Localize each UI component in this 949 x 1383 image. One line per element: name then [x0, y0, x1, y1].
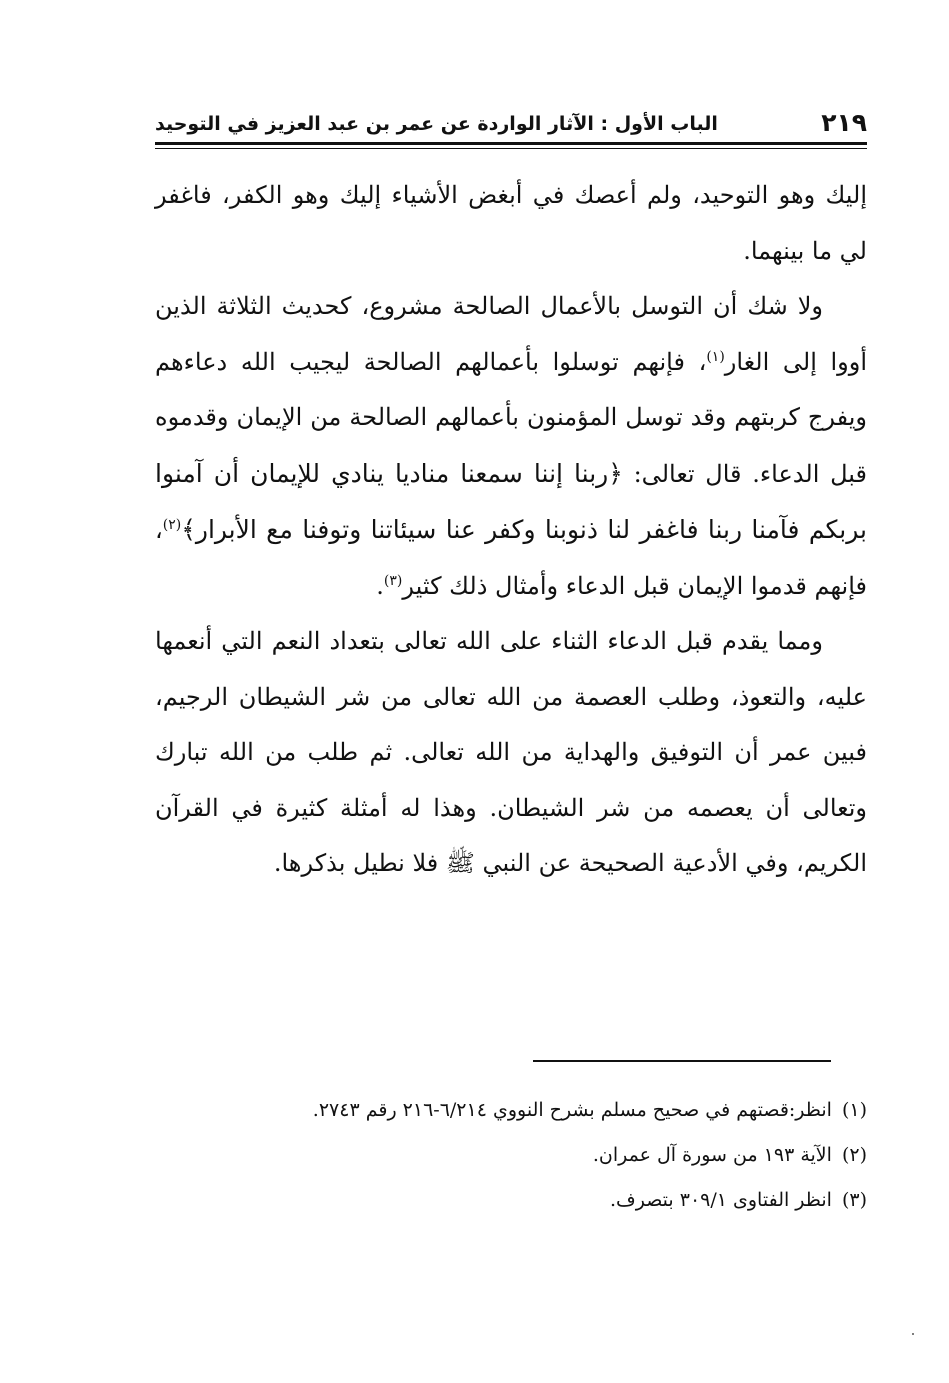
body-text	[155, 168, 867, 892]
footnote-text: انظر الفتاوى ٣٠٩/١ بتصرف.	[609, 1189, 832, 1211]
footnote-number: (١)	[841, 1099, 867, 1121]
footnotes	[155, 1088, 867, 1223]
paragraph-2-end: .	[376, 571, 384, 600]
footnote-ref-1[interactable]: (١)	[706, 348, 725, 365]
paragraph-2-part-b: ، فإنهم توسلوا بأعمالهم الصالحة ليجيب الله دعاءهم ويفرج كربتهم وقد توسل المؤمنون بأعمالهم الصالحة من الإيمان وقدموه قبل الدعاء. قال تعالى:	[155, 347, 867, 488]
header-rule-thin	[155, 148, 867, 149]
footnote-number: (٢)	[841, 1144, 867, 1166]
footnote-text: انظر:قصتهم في صحيح مسلم بشرح النووي ٦/٢١٤-٢١٦ رقم ٢٧٤٣.	[312, 1099, 832, 1121]
footnote-ref-3[interactable]: (٣)	[383, 572, 403, 589]
quran-verse: ﴿ربنا إننا سمعنا مناديا ينادي للإيمان أن آمنوا بربكم فآمنا ربنا فاغفر لنا ذنوبنا وكفر عنا سيئاتنا وتوفنا مع الأبرار﴾	[155, 458, 867, 544]
paragraph-2-part-c: ، فإنهم قدموا الإيمان قبل الدعاء وأمثال ذلك كثير	[155, 516, 867, 600]
footnote-text: الآية ١٩٣ من سورة آل عمران.	[592, 1144, 832, 1166]
footnote-1	[155, 1088, 867, 1133]
footnote-ref-2[interactable]: (٢)	[162, 517, 182, 533]
footnote-number: (٣)	[841, 1189, 867, 1211]
paragraph-3: ومما يقدم قبل الدعاء الثناء على الله تعالى بتعداد النعم التي أنعمها عليه، والتعوذ، وطلب العصمة من الله تعالى من شر الشيطان الرجيم، فبين عمر أن التوفيق والهداية من الله تعالى. ثم طلب من الله تبارك وتعالى أن يعصمه من شر الشيطان. وهذا له أمثلة كثيرة في القرآن الكريم، وفي الأدعية الصحيحة عن النبي ﷺ فلا نطيل بذكرها.	[155, 627, 867, 877]
header-rule-thick	[155, 142, 867, 145]
footnote-separator	[533, 1060, 831, 1062]
page-header	[155, 108, 867, 142]
footnote-2	[155, 1133, 867, 1178]
page-number: ٢١٩	[821, 108, 867, 137]
paragraph-2	[155, 279, 867, 614]
scan-speck	[912, 1333, 914, 1335]
paragraph-1: إليك وهو التوحيد، ولم أعصك في أبغض الأشياء إليك وهو الكفر، فاغفر لي ما بينهما.	[155, 181, 867, 265]
paragraph-2-part-a: ولا شك أن التوسل بالأعمال الصالحة مشروع، كحديث الثلاثة الذين أووا إلى الغار	[155, 292, 868, 376]
running-title: الباب الأول : الآثار الواردة عن عمر بن عبد العزيز في التوحيد	[155, 113, 718, 135]
footnote-3	[155, 1178, 867, 1223]
